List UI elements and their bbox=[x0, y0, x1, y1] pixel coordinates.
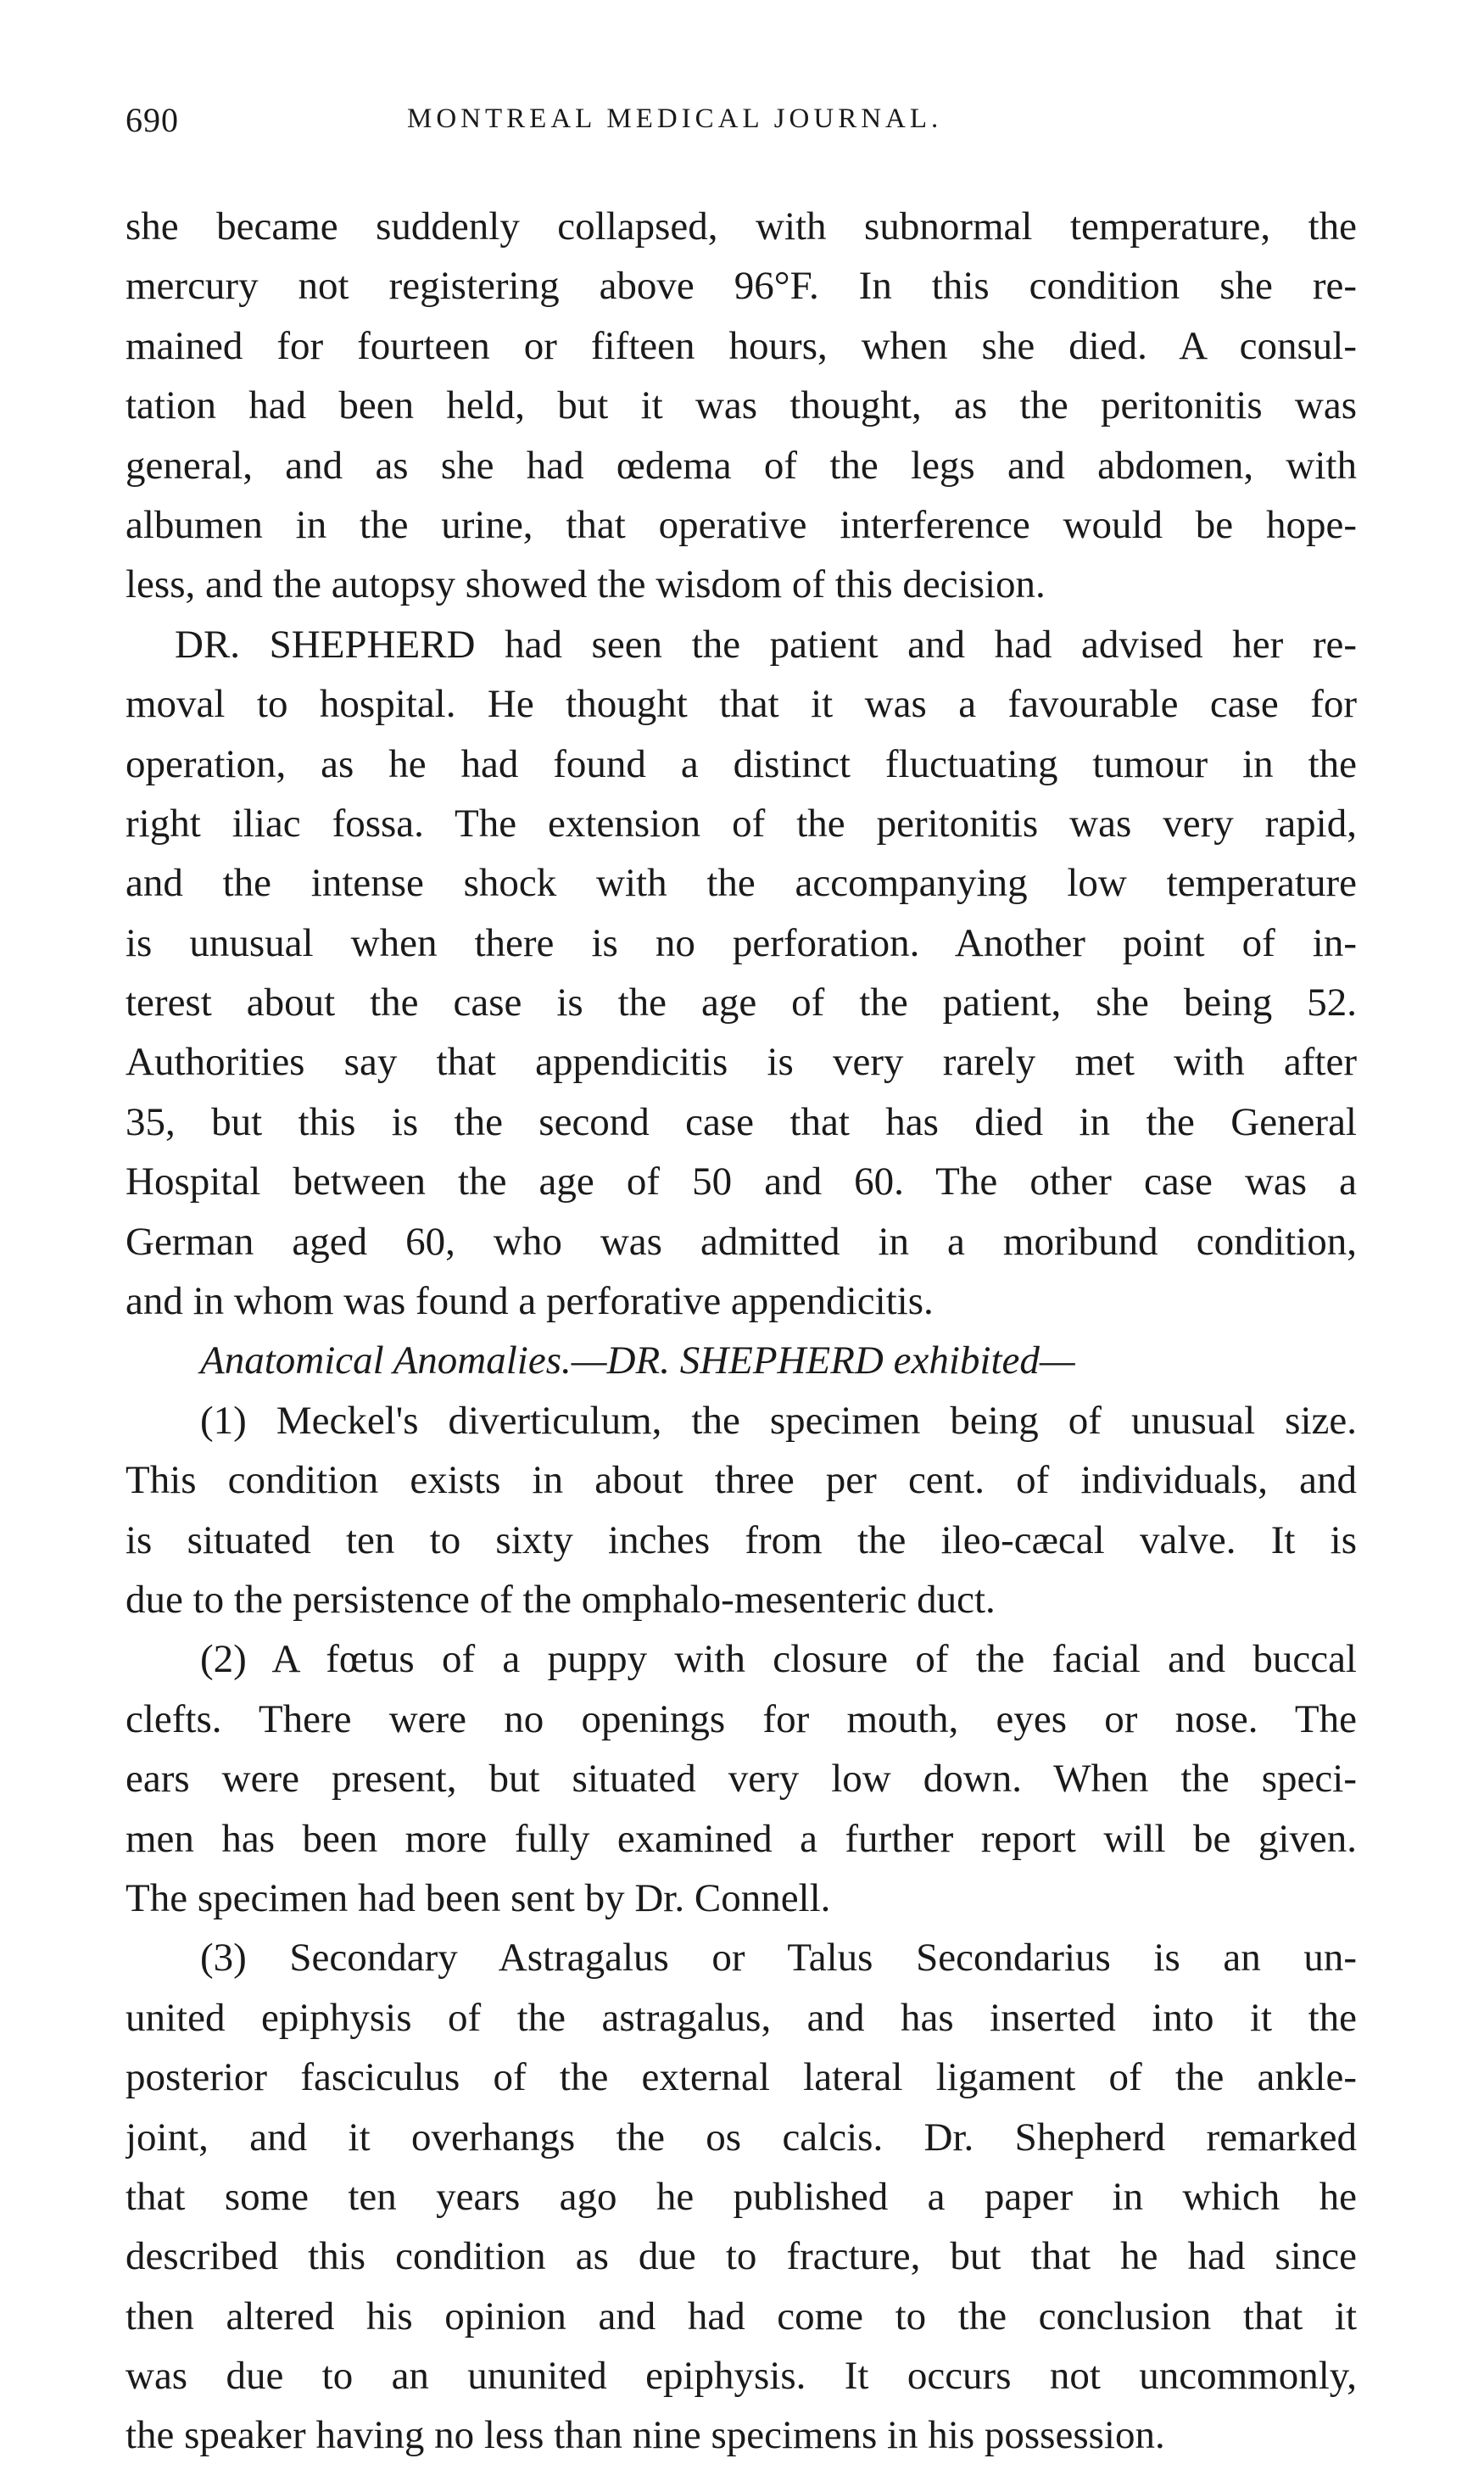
text-line: united epiphysis of the astragalus, and has inserted into it the bbox=[126, 1995, 1357, 2040]
text-line: due to the persistence of the omphalo-mesenteric duct. bbox=[126, 1577, 996, 1622]
text-line: mercury not registering above 96°F. In this condition she re- bbox=[126, 264, 1357, 309]
text-line: tation had been held, but it was thought, as the peritonitis was bbox=[126, 383, 1357, 428]
text-line: joint, and it overhangs the os calcis. Dr. Shepherd remarked bbox=[126, 2115, 1357, 2160]
text-line: DR. SHEPHERD had seen the patient and had advised her re- bbox=[175, 622, 1357, 667]
running-title: MONTREAL MEDICAL JOURNAL. bbox=[407, 103, 943, 134]
page-header bbox=[126, 100, 1364, 142]
text-line: posterior fasciculus of the external lateral ligament of the ankle- bbox=[126, 2055, 1357, 2100]
section-heading-anatomical-anomalies: Anatomical Anomalies.—DR. SHEPHERD exhibited— bbox=[200, 1338, 1075, 1383]
text-line: moval to hospital. He thought that it was a favourable case for bbox=[126, 682, 1357, 727]
text-line: The specimen had been sent by Dr. Connell. bbox=[126, 1875, 831, 1920]
text-line: is situated ten to sixty inches from the ileo-cæcal valve. It is bbox=[126, 1517, 1357, 1562]
text-line: she became suddenly collapsed, with subnormal temperature, the bbox=[126, 204, 1357, 249]
text-line: clefts. There were no openings for mouth, eyes or nose. The bbox=[126, 1696, 1357, 1741]
text-line: 35, but this is the second case that has died in the General bbox=[126, 1099, 1357, 1144]
text-line: operation, as he had found a distinct fluctuating tumour in the bbox=[126, 741, 1357, 786]
text-line: Hospital between the age of 50 and 60. The other case was a bbox=[126, 1159, 1357, 1204]
text-line: was due to an ununited epiphysis. It occurs not uncommonly, bbox=[126, 2354, 1357, 2399]
text-line: Authorities say that appendicitis is very rarely met with after bbox=[126, 1040, 1357, 1085]
text-line: right iliac fossa. The extension of the peritonitis was very rapid, bbox=[126, 801, 1357, 846]
text-line: and in whom was found a perforative appendicitis. bbox=[126, 1279, 934, 1324]
text-line: and the intense shock with the accompanying low temperature bbox=[126, 861, 1357, 906]
text-line: ears were present, but situated very low down. When the speci- bbox=[126, 1757, 1357, 1802]
text-line: then altered his opinion and had come to the conclusion that it bbox=[126, 2294, 1357, 2338]
text-line: general, and as she had œdema of the legs and abdomen, with bbox=[126, 443, 1357, 488]
text-line: German aged 60, who was admitted in a moribund condition, bbox=[126, 1219, 1357, 1264]
list-item-1-text: (1) Meckel's diverticulum, the specimen being of unusual size. bbox=[200, 1398, 1357, 1443]
page-number: 690 bbox=[126, 101, 179, 139]
text-line: described this condition as due to fracture, but that he had since bbox=[126, 2234, 1357, 2279]
text-line: terest about the case is the age of the patient, she being 52. bbox=[126, 981, 1357, 1025]
article-body bbox=[126, 197, 1357, 2466]
text-line: the speaker having no less than nine specimens in his possession. bbox=[126, 2413, 1165, 2458]
text-line: men has been more fully examined a further report will be given. bbox=[126, 1816, 1357, 1861]
text-line: albumen in the urine, that operative interference would be hope- bbox=[126, 502, 1357, 547]
list-item-2-text: (2) A fœtus of a puppy with closure of the facial and buccal bbox=[200, 1637, 1357, 1682]
text-line: This condition exists in about three per cent. of individuals, and bbox=[126, 1458, 1357, 1503]
text-line: that some ten years ago he published a paper in which he bbox=[126, 2174, 1357, 2219]
text-line: mained for fourteen or fifteen hours, when she died. A consul- bbox=[126, 323, 1357, 368]
text-line: is unusual when there is no perforation. Another point of in- bbox=[126, 920, 1357, 965]
text-line: less, and the autopsy showed the wisdom of this decision. bbox=[126, 562, 1046, 607]
list-item-3-text: (3) Secondary Astragalus or Talus Secondarius is an un- bbox=[200, 1936, 1357, 1981]
